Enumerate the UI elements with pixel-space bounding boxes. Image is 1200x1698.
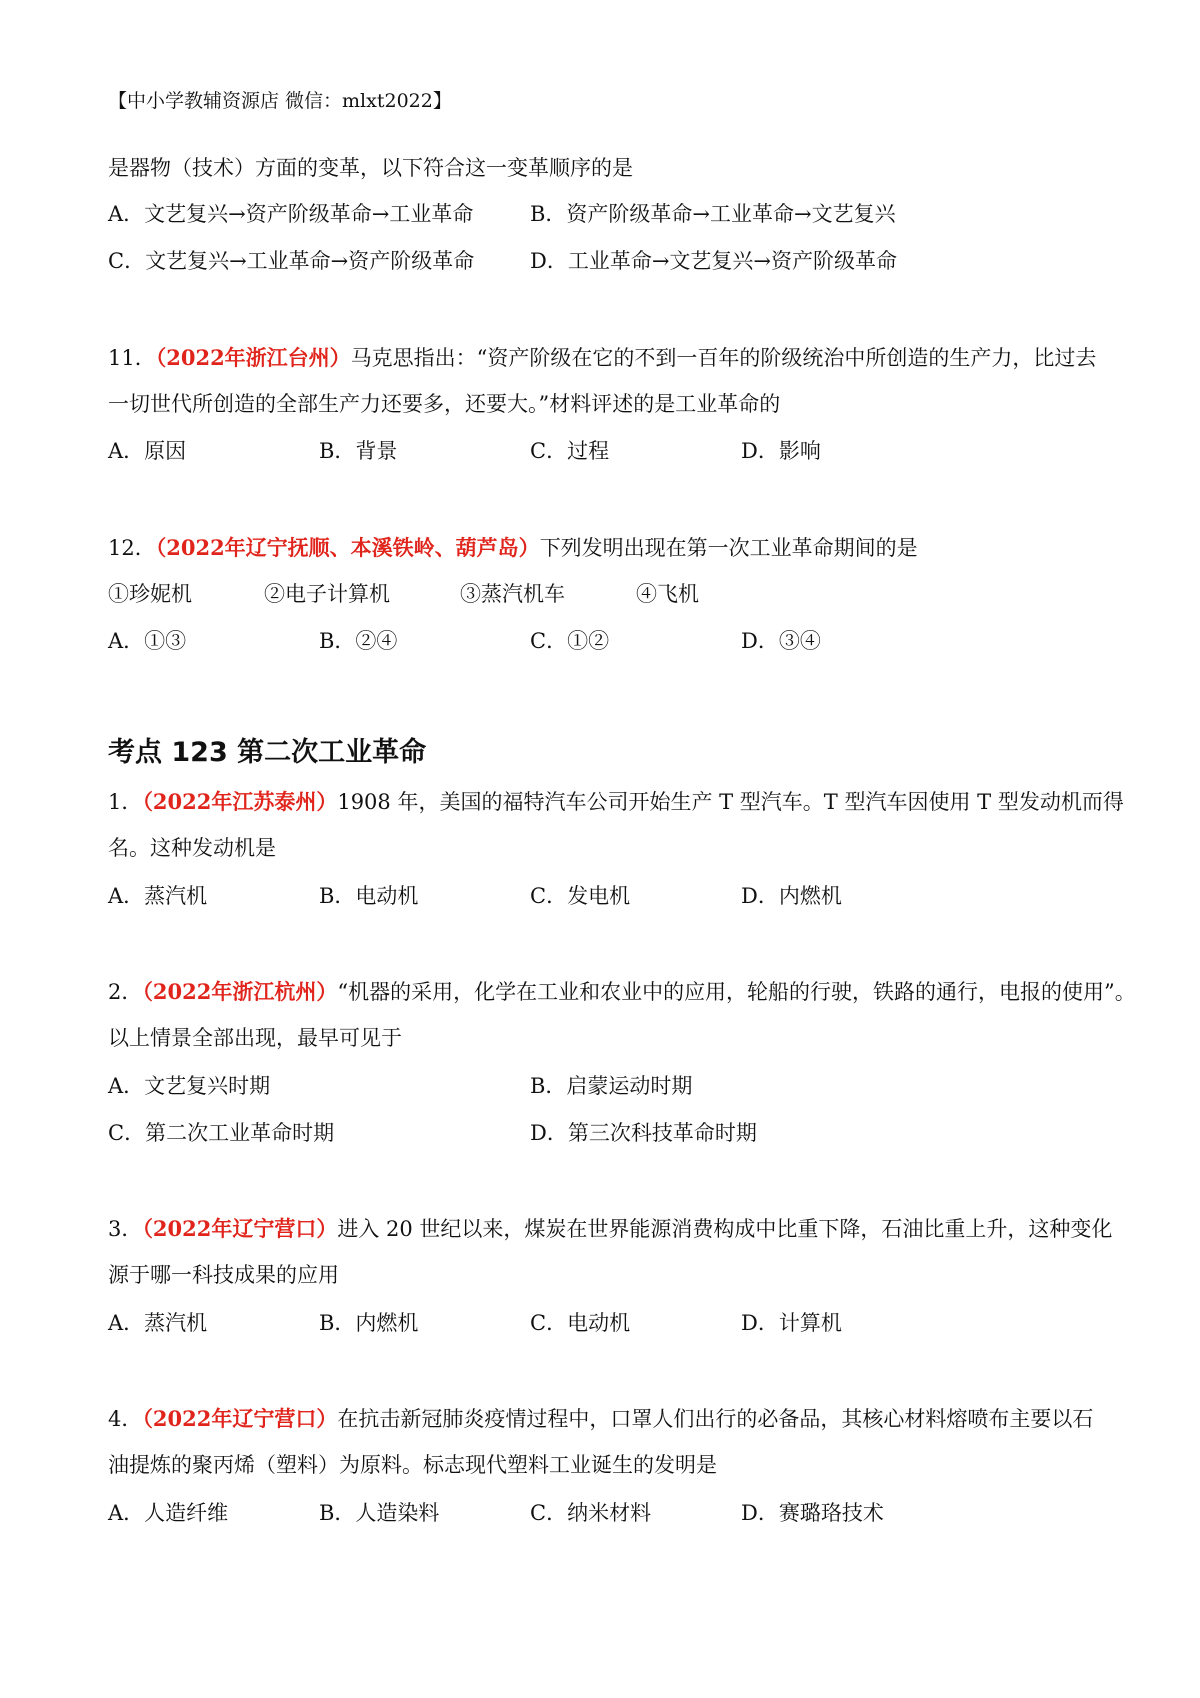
s4-option-c: C．纳米材料: [530, 1501, 652, 1525]
s1-source: （2022年江苏泰州）: [142, 789, 338, 814]
q11-stem-line1: [108, 347, 1096, 369]
s4-source: （2022年辽宁营口）: [142, 1406, 338, 1431]
q11-option-b: B．背景: [319, 439, 398, 463]
s2-option-d: D．第三次科技革命时期: [530, 1121, 757, 1145]
q11-option-a: A．原因: [108, 439, 187, 463]
q12-stem-text1: 下列发明出现在第一次工业革命期间的是: [539, 536, 918, 560]
s3-stem-text1: 进入 20 世纪以来，煤炭在世界能源消费构成中比重下降，石油比重上升，这种变化: [337, 1217, 1113, 1241]
q11-option-c: C．过程: [530, 439, 610, 463]
s3-stem-line1: [108, 1218, 1112, 1240]
s2-stem-line1: [108, 981, 1136, 1003]
q12-source: （2022年辽宁抚顺、本溪铁岭、葫芦岛）: [155, 535, 540, 560]
s1-option-c: C．发电机: [530, 884, 631, 908]
s4-stem-line2: 油提炼的聚丙烯（塑料）为原料。标志现代塑料工业诞生的发明是: [108, 1453, 717, 1477]
q12-item-4: ④飞机: [636, 582, 699, 606]
q12-stem-line1: [108, 537, 918, 559]
q12-option-c: C．①②: [530, 629, 610, 653]
s1-option-d: D．内燃机: [741, 884, 842, 908]
s3-number: 3．: [108, 1217, 143, 1241]
s1-stem-line1: [108, 791, 1124, 813]
q11-option-d: D．影响: [741, 439, 821, 463]
q12-option-d: D．③④: [741, 629, 821, 653]
q12-number: 12．: [108, 536, 156, 560]
s3-source: （2022年辽宁营口）: [142, 1216, 338, 1241]
s2-option-b: B．启蒙运动时期: [530, 1074, 693, 1098]
q12-item-3: ③蒸汽机车: [460, 582, 565, 606]
s3-stem-line2: 源于哪一科技成果的应用: [108, 1263, 339, 1287]
q10-option-c: C．文艺复兴→工业革命→资产阶级革命: [108, 249, 475, 273]
s1-number: 1．: [108, 790, 143, 814]
q10-stem: 是器物（技术）方面的变革，以下符合这一变革顺序的是: [108, 156, 633, 180]
s1-option-b: B．电动机: [319, 884, 419, 908]
q12-option-a: A．①③: [108, 629, 187, 653]
s4-option-b: B．人造染料: [319, 1501, 440, 1525]
q10-option-d: D．工业革命→文艺复兴→资产阶级革命: [530, 249, 898, 273]
section-title: 考点 123 第二次工业革命: [108, 737, 427, 768]
s2-option-a: A．文艺复兴时期: [108, 1074, 271, 1098]
s1-stem-line2: 名。这种发动机是: [108, 836, 276, 860]
s4-stem-line1: [108, 1408, 1093, 1430]
s1-option-a: A．蒸汽机: [108, 884, 208, 908]
s3-option-d: D．计算机: [741, 1311, 842, 1335]
q10-option-b: B．资产阶级革命→工业革命→文艺复兴: [530, 202, 896, 226]
s3-option-c: C．电动机: [530, 1311, 631, 1335]
s3-option-a: A．蒸汽机: [108, 1311, 208, 1335]
q10-option-a: A．文艺复兴→资产阶级革命→工业革命: [108, 202, 474, 226]
s4-number: 4．: [108, 1407, 143, 1431]
s2-source: （2022年浙江杭州）: [142, 979, 338, 1004]
q11-number: 11．: [108, 346, 156, 370]
s2-number: 2．: [108, 980, 143, 1004]
s4-stem-text1: 在抗击新冠肺炎疫情过程中，口罩人们出行的必备品，其核心材料熔喷布主要以石: [337, 1407, 1094, 1431]
q12-item-1: ①珍妮机: [108, 582, 192, 606]
s2-option-c: C．第二次工业革命时期: [108, 1121, 335, 1145]
page-header: 【中小学教辅资源店 微信：mlxt2022】: [108, 90, 452, 112]
s1-stem-text1: 1908 年，美国的福特汽车公司开始生产 T 型汽车。T 型汽车因使用 T 型发动机而得: [337, 790, 1124, 814]
q11-source: （2022年浙江台州）: [155, 345, 351, 370]
q12-item-2: ②电子计算机: [264, 582, 390, 606]
q11-stem-line2: 一切世代所创造的全部生产力还要多，还要大。”材料评述的是工业革命的: [108, 392, 781, 416]
s2-stem-line2: 以上情景全部出现，最早可见于: [108, 1026, 402, 1050]
q11-stem-text1: 马克思指出：“资产阶级在它的不到一百年的阶级统治中所创造的生产力，比过去: [350, 346, 1097, 370]
s3-option-b: B．内燃机: [319, 1311, 419, 1335]
s4-option-d: D．赛璐珞技术: [741, 1501, 884, 1525]
s2-stem-text1: “机器的采用，化学在工业和农业中的应用，轮船的行驶，铁路的通行，电报的使用”。: [337, 980, 1136, 1004]
s4-option-a: A．人造纤维: [108, 1501, 229, 1525]
q12-option-b: B．②④: [319, 629, 398, 653]
